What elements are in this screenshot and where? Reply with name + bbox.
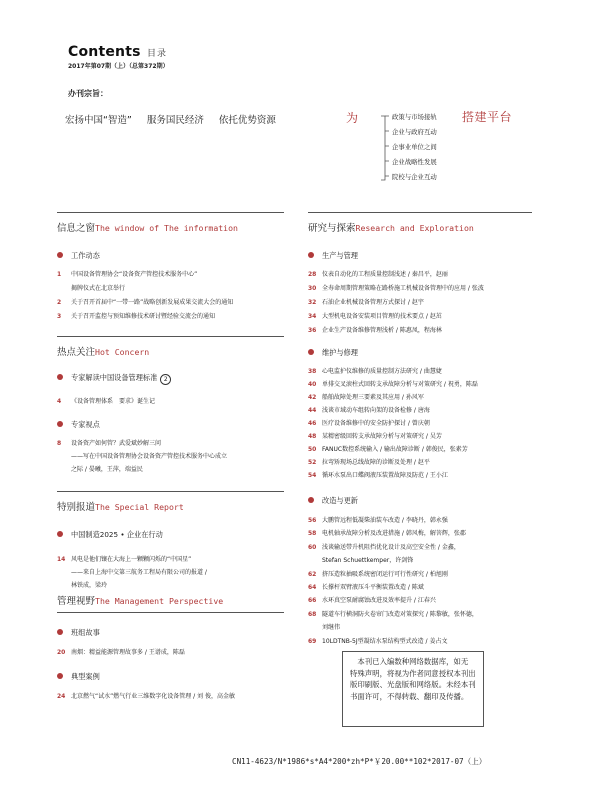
purpose-channel: 企事业单位之间	[392, 143, 437, 151]
section-rule	[57, 612, 284, 613]
toc-entry[interactable]	[57, 692, 235, 701]
entry-page: 30	[308, 285, 317, 292]
entry-page: 60	[308, 543, 317, 551]
purpose-item: 依托优势资源	[218, 115, 276, 126]
entry-title: 大型机电设备安装项目管理的技术要点 / 赵茁	[322, 313, 442, 320]
entry-title: 电机轴承故障分析及改进措施 / 韩风梅，解菩辉，张郡	[322, 530, 466, 538]
toc-entry[interactable]	[57, 648, 185, 657]
entry-continuation: 之际 / 晏曦，王萍，端益民	[71, 466, 143, 473]
entry-page: 34	[308, 313, 317, 320]
subsection-heading	[57, 420, 100, 430]
toc-entry[interactable]	[308, 284, 484, 293]
entry-title: 《设备管理体系 要求》诞生记	[71, 398, 156, 405]
entry-title: 中国设备管理协会“设备资产管控技术服务中心”	[71, 271, 198, 278]
bullet-dot-icon	[308, 497, 314, 503]
notice-line: 版印刷版、光盘版和网络版。未经本刊	[350, 680, 476, 689]
section-heading-cn: 管理视野	[57, 596, 96, 607]
entry-continuation: ——来自上海中交第三航务工程局有限公司的报道 /	[71, 569, 207, 576]
bracket-icon	[381, 112, 389, 184]
entry-page: 64	[308, 584, 317, 591]
entry-title: 北京燃气“试水”燃气行业三维数字化设备管理 / 刘 俊，高金敏	[71, 693, 235, 700]
entry-page: 68	[308, 610, 317, 618]
subsection-heading	[57, 530, 163, 540]
purpose-build-platform: 搭建平台	[462, 110, 513, 124]
entry-page: 28	[308, 271, 317, 278]
section-heading-cn: 特别报道	[57, 502, 96, 513]
bullet-dot-icon	[57, 421, 63, 427]
issue-number: 2017年第07期（上）（总第372期）	[68, 63, 169, 70]
notice-line: 书面许可，不得转载、翻印及传播。	[350, 691, 469, 701]
subsection-heading	[57, 672, 100, 682]
bullet-dot-icon	[57, 673, 63, 679]
toc-entry[interactable]	[57, 284, 125, 293]
toc-entry[interactable]	[308, 406, 430, 415]
bullet-dot-icon	[57, 252, 63, 258]
publication-code: CN11-4623/N*1986*s*A4*200*zh*P*￥20.00**102*2017-07（上）	[232, 757, 487, 766]
purpose-label: 办刊宗旨：	[68, 89, 108, 98]
toc-entry[interactable]	[308, 529, 466, 538]
subsection-heading	[308, 251, 358, 261]
subsection-label: 中国制造2025 • 企业在行动	[71, 530, 163, 539]
entry-title: 设备资产如何管？武爱斌妙解三问	[71, 440, 162, 447]
purpose-channel: 院校与企业互动	[392, 173, 437, 181]
toc-entry[interactable]	[57, 397, 155, 406]
entry-title: FANUC数控系统输入 / 输出故障诊断 / 韩俊民，张素芳	[322, 446, 468, 453]
notice-line: 本刊已入编数种网络数据库，如无	[357, 657, 469, 666]
section-rule	[57, 491, 284, 492]
toc-entry[interactable]	[308, 610, 478, 619]
purpose-channel: 企业战略性发展	[392, 158, 437, 166]
entry-page: 50	[308, 446, 317, 453]
entry-title: 关于召开首届中“一带一路”战略创新发展成果交流大会的通知	[71, 299, 234, 306]
entry-page: 44	[308, 407, 317, 414]
entry-page: 48	[308, 433, 317, 440]
toc-entry[interactable]	[57, 312, 215, 321]
toc-entry[interactable]	[308, 270, 448, 279]
bullet-dot-icon	[308, 252, 314, 258]
subsection-label: 专家视点	[71, 420, 100, 429]
entry-title: 单排交叉滚柱式回转支承故障分析与对策研究 / 祝勇，陈磊	[322, 381, 478, 388]
entry-title: 石油企业机械设备管理方式探讨 / 赵宇	[322, 299, 424, 306]
entry-title: 挤压造粒抽吸系统密闭运行可行性研究 / 柏旭刚	[322, 570, 448, 578]
entry-title: 南烟：精益能源管理故事多 / 王谱成，陈磊	[71, 649, 185, 656]
entry-title: 拉弯矫现场总线故障的诊断及处理 / 赵平	[322, 459, 430, 466]
toc-entry[interactable]	[308, 312, 442, 321]
entry-continuation: 刘继伟	[322, 624, 341, 632]
section-heading-cn: 研究与探索	[308, 223, 356, 234]
entry-page: 8	[57, 440, 62, 447]
entry-title: 隧道车行横洞防火卷帘门改造对策探究 / 陈黎敏，张怀德，	[322, 610, 478, 618]
toc-entry[interactable]	[57, 439, 161, 448]
entry-continuation: ——写在中国设备管理协会设备资产管控技术服务中心成立	[71, 453, 228, 460]
entry-title: 循环水泵出口蝶阀液压装置故障及防范 / 王小江	[322, 472, 448, 479]
toc-entry[interactable]	[308, 432, 442, 441]
toc-entry[interactable]	[308, 419, 430, 428]
toc-entry[interactable]	[308, 458, 430, 467]
section-heading-en: Research and Exploration	[355, 223, 474, 233]
subsection-label: 班组故事	[71, 628, 100, 637]
entry-title: 揭牌仪式在北京举行	[71, 285, 126, 292]
entry-page: 40	[308, 381, 317, 388]
entry-page: 62	[308, 570, 317, 578]
entry-title: 水环真空泵耐腐蚀改进及效率提升 / 江春兴	[322, 597, 436, 605]
section-heading-hot	[57, 344, 149, 358]
entry-title: 某精密级回转支承故障分析与对策研究 / 吴芳	[322, 433, 442, 440]
copyright-notice	[350, 656, 480, 702]
entry-continuation: 林铁成，梁玲	[71, 582, 108, 589]
section-heading-cn: 信息之窗	[57, 223, 96, 234]
section-heading-en: The Management Perspective	[95, 596, 224, 606]
subsection-label: 改造与更新	[322, 496, 358, 505]
entry-page: 24	[57, 693, 66, 700]
entry-title: 风电是他们镶在大海上一颗颗闪烁的“中国星”	[71, 556, 192, 563]
contents-title-cn: 目录	[147, 49, 168, 59]
entry-page: 36	[308, 327, 317, 334]
entry-title: 船舶故障处理三要素及其应用 / 孙风军	[322, 394, 424, 401]
entry-title: 10LDTNB-5J型凝结水泵结构型式改造 / 姜占文	[322, 637, 448, 645]
subsection-heading	[57, 251, 100, 261]
toc-entry[interactable]	[57, 555, 191, 564]
entry-page: 46	[308, 420, 317, 427]
section-rule	[57, 336, 284, 337]
bullet-dot-icon	[57, 629, 63, 635]
toc-entry[interactable]	[308, 326, 442, 335]
toc-entry[interactable]	[308, 583, 424, 592]
toc-entry[interactable]	[308, 543, 460, 552]
circled-number: 2	[160, 374, 171, 385]
entry-page: 38	[308, 368, 317, 375]
entry-page: 52	[308, 459, 317, 466]
entry-page: 3	[57, 313, 62, 320]
purpose-slogans	[65, 112, 288, 126]
entry-title: 关于召开监控与预知维修技术研讨暨经验交流会的通知	[71, 313, 216, 320]
section-heading-en: The window of The information	[95, 223, 238, 233]
entry-page: 69	[308, 637, 317, 645]
purpose-channel: 政策与市场接轨	[392, 113, 437, 121]
entry-title: 心电监护仪维修的质量控制方法研究 / 曲慧婕	[322, 368, 442, 375]
notice-line: 特殊声明，将视为作者同意授权本刊出	[350, 668, 476, 678]
subsection-heading	[308, 348, 358, 358]
entry-title: 全寿命周期管理策略在路桥施工机械设备管理中的应用 / 张波	[322, 285, 484, 292]
subsection-heading	[57, 628, 100, 638]
contents-title: Contents	[68, 44, 141, 60]
entry-page: 32	[308, 299, 317, 306]
section-rule	[57, 212, 284, 213]
section-heading-research	[308, 220, 474, 234]
toc-entry[interactable]	[308, 298, 424, 307]
section-heading-info	[57, 220, 238, 234]
toc-entry[interactable]	[308, 367, 442, 376]
entry-page: 66	[308, 597, 317, 605]
subsection-label: 维护与修理	[322, 348, 358, 357]
toc-entry[interactable]	[308, 570, 448, 579]
purpose-channel: 企业与政府互动	[392, 128, 437, 136]
bullet-dot-icon	[57, 374, 63, 380]
toc-entry[interactable]	[308, 380, 478, 389]
toc-entry[interactable]	[308, 445, 468, 454]
purpose-for-word: 为	[346, 111, 359, 125]
entry-continuation: Stefan Schuettkemper，许剑锋	[322, 557, 414, 565]
toc-entry[interactable]	[308, 596, 436, 605]
toc-entry[interactable]	[57, 270, 197, 279]
entry-title: 仪表自动化的工程质量控制浅述 / 秦昌平，赵丽	[322, 271, 448, 278]
toc-entry[interactable]	[308, 471, 448, 480]
entry-title: 长撑杆双臂液压斗平衡装置改造 / 陈斌	[322, 584, 424, 591]
subsection-label: 典型案例	[71, 672, 100, 681]
subsection-label: 专家解读中国设备管理标准	[71, 373, 158, 382]
subsection-heading	[308, 496, 358, 506]
entry-title: 大鹏管远程低凝柴油装车改造 / 李晓丹，韩永强	[322, 517, 448, 524]
toc-entry[interactable]	[57, 298, 233, 307]
entry-page: 4	[57, 398, 62, 405]
entry-page: 1	[57, 271, 62, 278]
entry-title: 企业生产设备维修管理浅析 / 陈惠凤，程海林	[322, 327, 442, 334]
entry-title: 浅谈市域动车组转向架的设备检修 / 唐海	[322, 407, 430, 414]
section-heading-en: The Special Report	[95, 502, 184, 512]
section-heading-en: Hot Concern	[95, 347, 150, 357]
entry-page: 2	[57, 299, 62, 306]
entry-page: 56	[308, 517, 317, 524]
entry-title: 浅谈输送带升机阻挡优化设计及高空安全性 / 金鑫，	[322, 543, 460, 551]
purpose-item: 宏扬中国“智造”	[65, 115, 132, 126]
toc-entry[interactable]	[308, 393, 424, 402]
section-heading-cn: 热点关注	[57, 347, 96, 358]
purpose-item: 服务国民经济	[146, 115, 204, 126]
subsection-heading	[57, 373, 171, 385]
entry-page: 58	[308, 530, 317, 538]
entry-page: 14	[57, 556, 66, 563]
entry-page: 42	[308, 394, 317, 401]
entry-title: 医疗设备维修中的安全防护探讨 / 曾庆朝	[322, 420, 430, 427]
subsection-label: 工作动态	[71, 251, 100, 260]
toc-entry[interactable]	[308, 516, 448, 525]
section-heading-mgmt	[57, 593, 223, 607]
bullet-dot-icon	[57, 531, 63, 537]
subsection-label: 生产与管理	[322, 251, 358, 260]
bullet-dot-icon	[308, 349, 314, 355]
section-rule	[308, 212, 532, 213]
entry-page: 54	[308, 472, 317, 479]
section-heading-special	[57, 499, 184, 513]
entry-page: 20	[57, 649, 66, 656]
toc-entry[interactable]	[308, 637, 447, 646]
